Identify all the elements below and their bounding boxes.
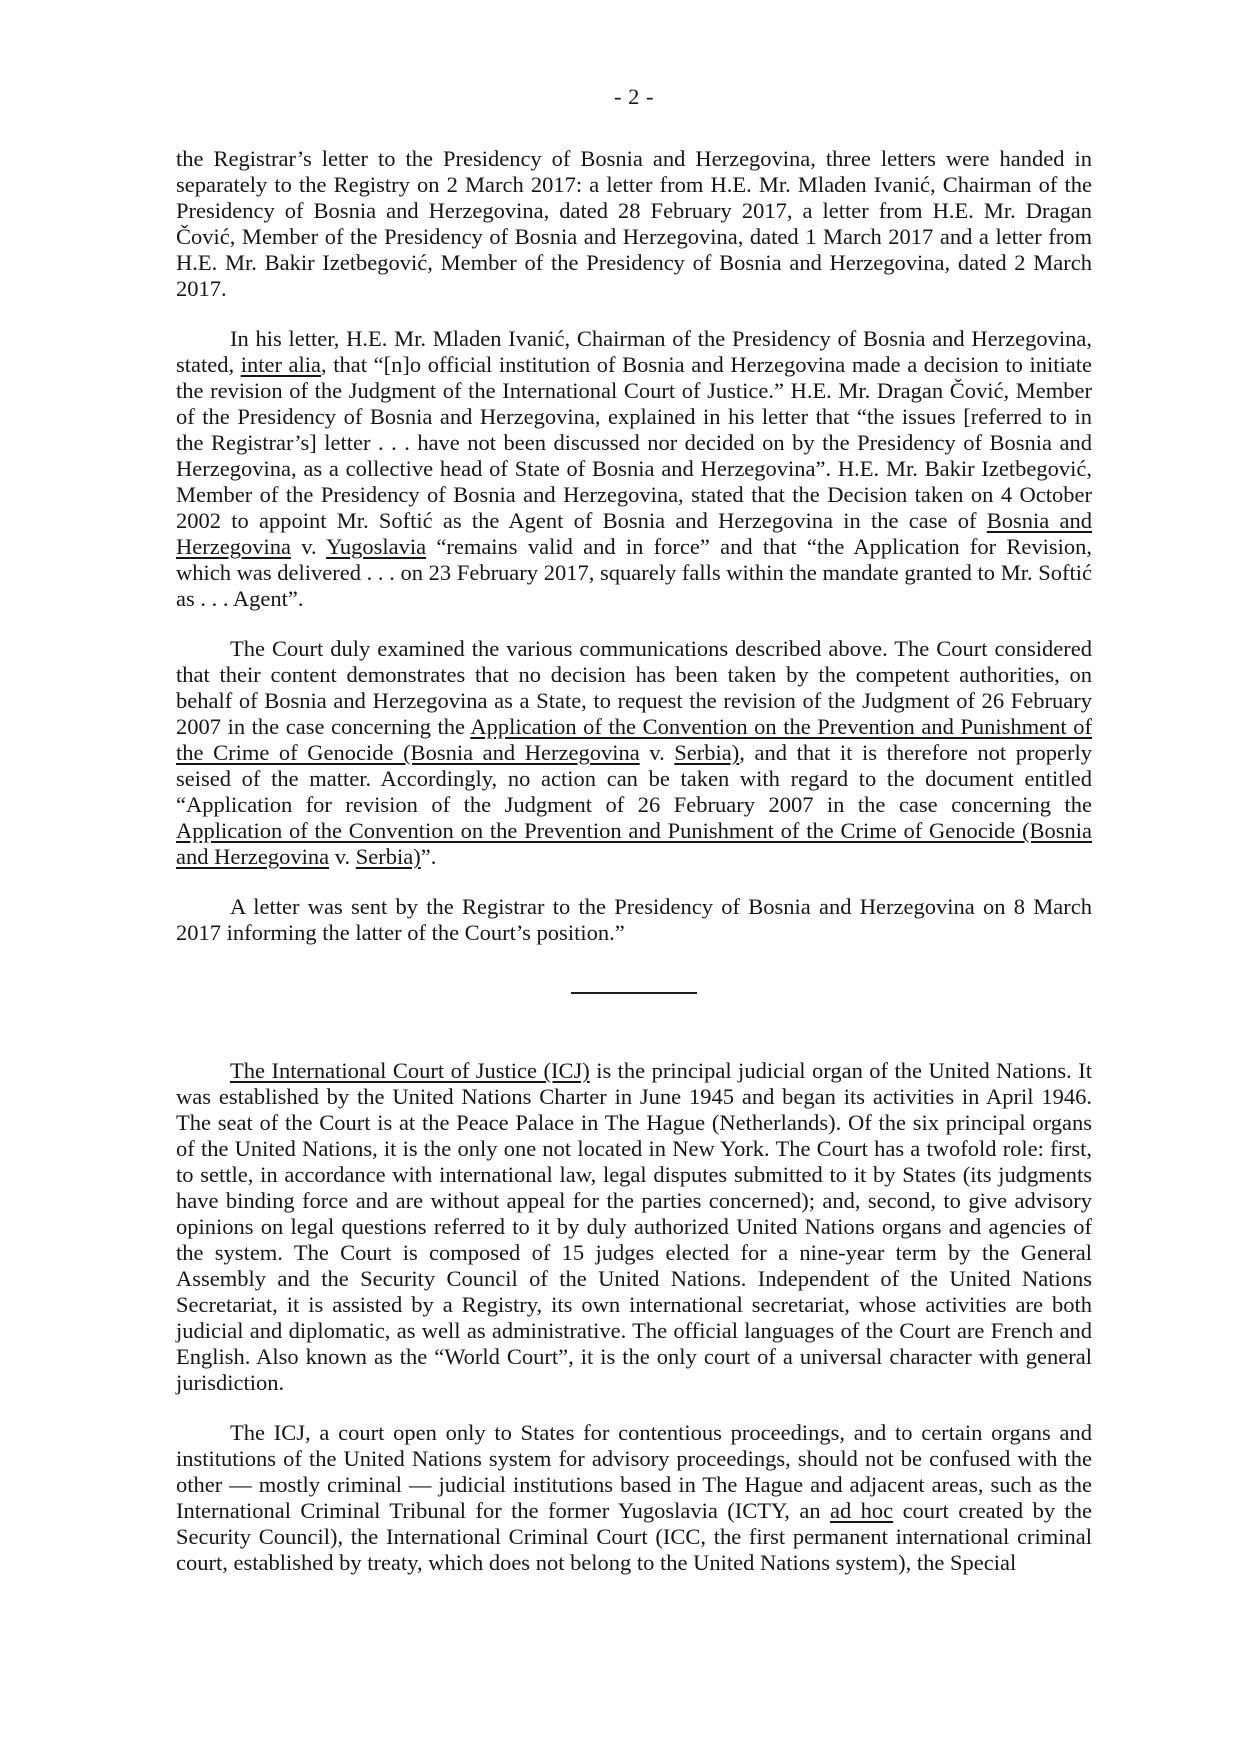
underlined-text-run: Yugoslavia <box>326 534 427 559</box>
text-run: The ICJ, a court open only to States for contentious proceedings, and to certain organs and institutions of the United Nations system for advisory proceedings, should not be confused with the other — mostly criminal — judicial institutions based in The Hague and adjacent areas, such as the International Criminal Tribunal for the former Yugoslavia (ICTY, an <box>176 1420 1092 1523</box>
paragraph <box>176 894 1092 946</box>
paragraph <box>176 1420 1092 1576</box>
document-body <box>176 146 1092 1600</box>
underlined-text-run: Application of the Convention on the Prevention and Punishment of the Crime of Genocide (Bosnia and Herzegovina <box>176 714 1092 765</box>
text-run: , and that it is therefore not properly seised of the matter. Accordingly, no action can be taken with regard to the document entitled “Application for revision of the Judgment of 26 February 2007 in the case concerning the <box>176 740 1092 817</box>
paragraph <box>176 146 1092 302</box>
text-run: The Court duly examined the various communications described above. The Court considered that their content demonstrates that no decision has been taken by the competent authorities, on behalf of Bosnia and Herzegovina as a State, to request the revision of the Judgment of 26 February 2007 in the case concerning the <box>176 636 1092 739</box>
text-run: v. <box>290 534 327 559</box>
text-run: ”. <box>420 844 437 869</box>
underlined-text-run: ad hoc <box>830 1498 894 1523</box>
text-run: “remains valid and in force” and that “the Application for Revision, which was delivered . . . on 23 February 2017, squarely falls within the mandate granted to Mr. Softić as . . . Agent”. <box>176 534 1092 611</box>
underlined-text-run: The International Court of Justice (ICJ) <box>230 1058 590 1083</box>
text-run: the Registrar’s letter to the Presidency of Bosnia and Herzegovina, three letters were handed in separately to the Registry on 2 March 2017: a letter from H.E. Mr. Mladen Ivanić, Chairman of the Presidency of Bosnia and Herzegovina, dated 28 February 2017, a letter from H.E. Mr. Dragan Čović, Member of the Presidency of Bosnia and Herzegovina, dated 1 March 2017 and a letter from H.E. Mr. Bakir Izetbegović, Member of the Presidency of Bosnia and Herzegovina, dated 2 March 2017. <box>176 146 1092 301</box>
underlined-text-run: Application of the Convention on the Prevention and Punishment of the Crime of Genocide (Bosnia and Herzegovina <box>176 818 1092 869</box>
text-run: v. <box>639 740 675 765</box>
page-number: - 2 - <box>614 84 654 109</box>
section-separator-line <box>571 992 697 994</box>
text-run: In his letter, H.E. Mr. Mladen Ivanić, Chairman of the Presidency of Bosnia and Herzegovina, stated, <box>176 326 1092 377</box>
paragraph <box>176 1058 1092 1396</box>
text-run: A letter was sent by the Registrar to the Presidency of Bosnia and Herzegovina on 8 March 2017 informing the latter of the Court’s position.” <box>176 894 1092 945</box>
text-run: court created by the Security Council), the International Criminal Court (ICC, the first permanent international criminal court, established by treaty, which does not belong to the United Nations system), the Special <box>176 1498 1092 1575</box>
underlined-text-run: Serbia) <box>674 740 740 765</box>
paragraph <box>176 326 1092 612</box>
paragraph <box>176 636 1092 870</box>
underlined-text-run: inter alia <box>240 352 322 377</box>
text-run: , that “[n]o official institution of Bosnia and Herzegovina made a decision to initiate the revision of the Judgment of the International Court of Justice.” H.E. Mr. Dragan Čović, Member of the Presidency of Bosnia and Herzegovina, explained in his letter that “the issues [referred to in the Registrar’s] letter . . . have not been discussed nor decided on by the Presidency of Bosnia and Herzegovina, as a collective head of State of Bosnia and Herzegovina”. H.E. Mr. Bakir Izetbegović, Member of the Presidency of Bosnia and Herzegovina, stated that the Decision taken on 4 October 2002 to appoint Mr. Softić as the Agent of Bosnia and Herzegovina in the case of <box>176 352 1092 533</box>
underlined-text-run: Bosnia and Herzegovina <box>176 508 1092 559</box>
text-run: v. <box>329 844 356 869</box>
underlined-text-run: Serbia) <box>355 844 421 869</box>
text-run: is the principal judicial organ of the United Nations. It was established by the United Nations Charter in June 1945 and began its activities in April 1946. The seat of the Court is at the Peace Palace in The Hague (Netherlands). Of the six principal organs of the United Nations, it is the only one not located in New York. The Court has a twofold role: first, to settle, in accordance with international law, legal disputes submitted to it by States (its judgments have binding force and are without appeal for the parties concerned); and, second, to give advisory opinions on legal questions referred to it by duly authorized United Nations organs and agencies of the system. The Court is composed of 15 judges elected for a nine-year term by the General Assembly and the Security Council of the United Nations. Independent of the United Nations Secretariat, it is assisted by a Registry, its own international secretariat, whose activities are both judicial and diplomatic, as well as administrative. The official languages of the Court are French and English. Also known as the “World Court”, it is the only court of a universal character with general jurisdiction. <box>176 1058 1092 1395</box>
